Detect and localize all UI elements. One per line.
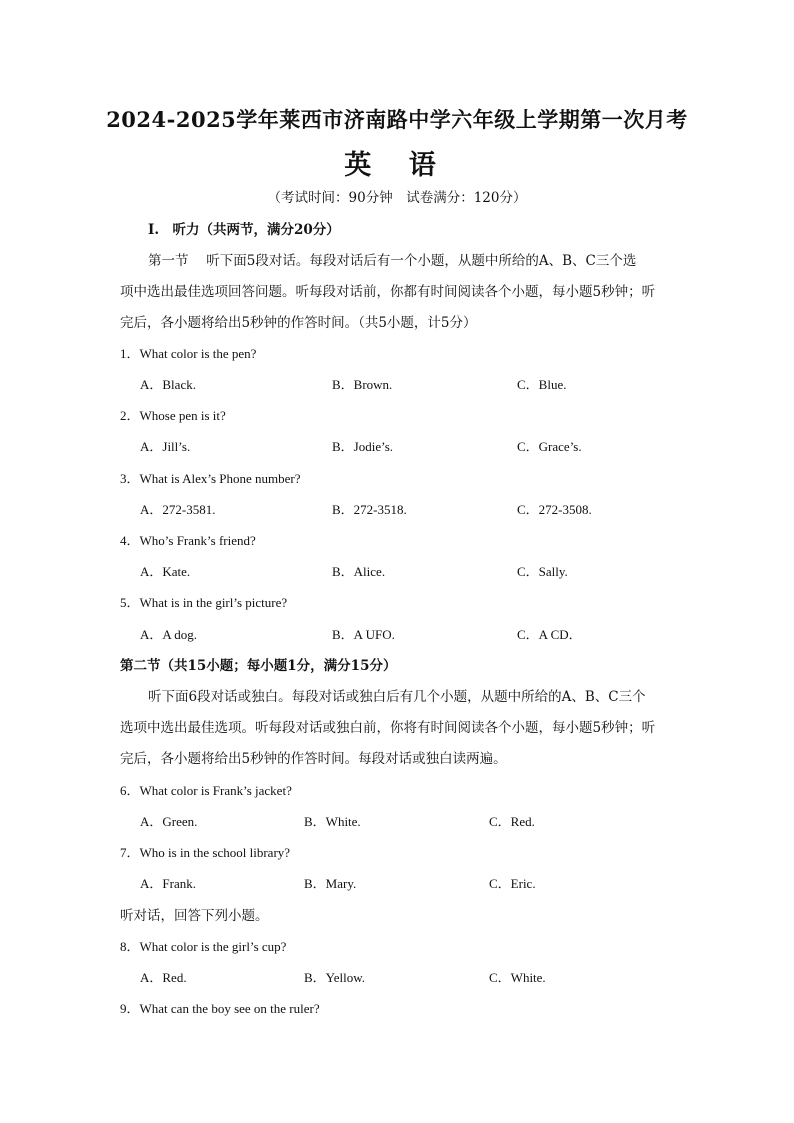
q4-option-b: B．Alice. xyxy=(332,564,386,579)
q7-option-a: A．Frank. xyxy=(140,876,196,891)
q5-option-a: A．A dog. xyxy=(140,627,198,642)
q5-option-c: C．A CD． xyxy=(517,627,582,642)
question-1: 1．What color is the pen? xyxy=(120,346,257,361)
q5-option-b: B．A UFO. xyxy=(332,627,395,642)
question-8: 8．What color is the girl’s cup? xyxy=(120,939,287,954)
q7-option-b: B．Mary. xyxy=(304,876,357,891)
listen-note: 听对话，回答下列小题。 xyxy=(120,908,269,924)
q8-option-c: C．White. xyxy=(489,970,546,985)
q1-option-b: B．Brown. xyxy=(332,377,393,392)
q2-option-a: A．Jill’s. xyxy=(140,439,191,454)
q3-option-b: B．272-3518. xyxy=(332,502,407,517)
section2-intro-line3: 完后，各小题将给出5秒钟的作答时间。每段对话或独白读两遍。 xyxy=(120,751,507,767)
q6-option-c: C．Red. xyxy=(489,814,535,829)
q8-option-a: A．Red. xyxy=(140,970,187,985)
exam-title: 2024-2025学年莱西市济南路中学六年级上学期第一次月考 xyxy=(106,107,688,132)
q3-option-a: A．272-3581. xyxy=(140,502,216,517)
q1-option-a: A．Black. xyxy=(140,377,196,392)
q3-option-c: C．272-3508. xyxy=(517,502,592,517)
q7-option-c: C．Eric. xyxy=(489,876,536,891)
question-6: 6．What color is Frank’s jacket? xyxy=(120,783,292,798)
question-4: 4．Who’s Frank’s friend? xyxy=(120,533,256,548)
q4-option-a: A．Kate. xyxy=(140,564,191,579)
q6-option-b: B．White. xyxy=(304,814,361,829)
question-5: 5．What is in the girl’s picture? xyxy=(120,595,288,610)
question-2: 2．Whose pen is it? xyxy=(120,408,226,423)
section1-intro-line3: 完后，各小题将给出5秒钟的作答时间。（共5小题，计5分） xyxy=(120,315,477,331)
subject-title: 英 语 xyxy=(344,150,450,181)
section1-intro-line2: 项中选出最佳选项回答问题。听每段对话前，你都有时间阅读各个小题，每小题5秒钟；听 xyxy=(120,284,656,300)
q2-option-b: B．Jodie’s. xyxy=(332,439,394,454)
question-9: 9．What can the boy see on the ruler? xyxy=(120,1001,320,1016)
section2-heading: 第二节（共15小题；每小题1分，满分15分） xyxy=(120,658,397,674)
q2-option-c: C．Grace’s. xyxy=(517,439,582,454)
exam-meta: （考试时间：90分钟 试卷满分：120分） xyxy=(267,190,527,206)
section1-intro-line1: 第一节 听下面5段对话。每段对话后有一个小题，从题中所给的A、B、C三个选 xyxy=(148,253,637,269)
q1-option-c: C．Blue. xyxy=(517,377,567,392)
q6-option-a: A．Green. xyxy=(140,814,198,829)
section2-intro-line1: 听下面6段对话或独白。每段对话或独白后有几个小题，从题中所给的A、B、C三个 xyxy=(148,689,646,705)
question-7: 7．Who is in the school library? xyxy=(120,845,291,860)
q8-option-b: B．Yellow. xyxy=(304,970,366,985)
q4-option-c: C．Sally. xyxy=(517,564,568,579)
section2-intro-line2: 选项中选出最佳选项。听每段对话或独白前，你将有时间阅读各个小题，每小题5秒钟；听 xyxy=(120,720,656,736)
question-3: 3．What is Alex’s Phone number? xyxy=(120,471,301,486)
part1-heading: I. 听力（共两节，满分20分） xyxy=(148,222,340,238)
